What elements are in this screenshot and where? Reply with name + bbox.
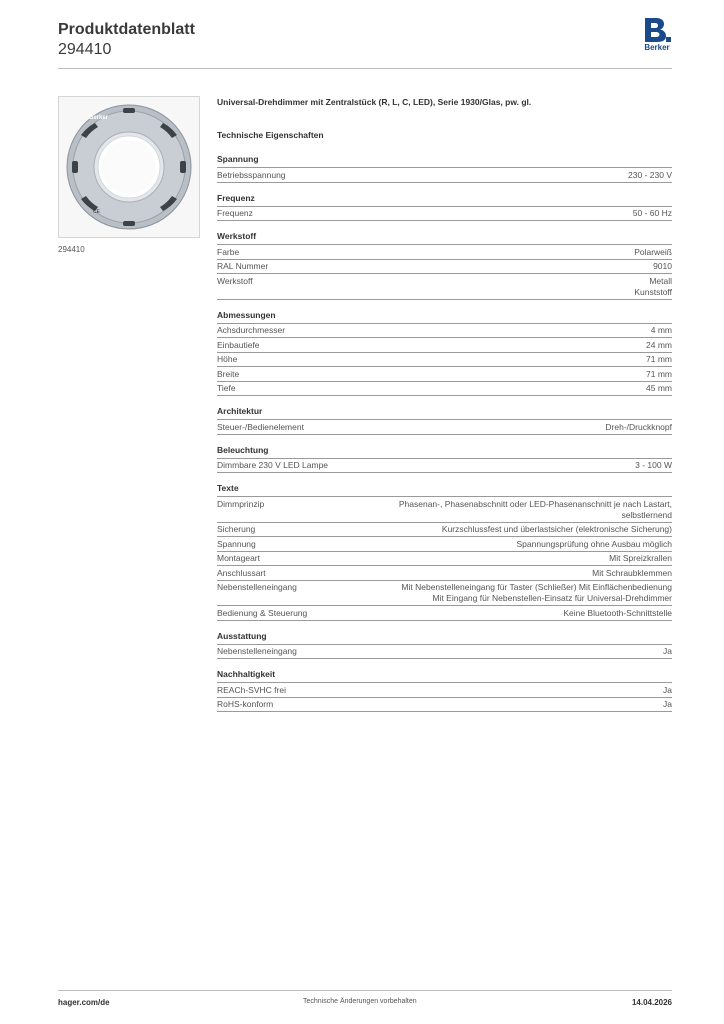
spec-section: [217, 669, 672, 712]
spec-value: [249, 369, 672, 380]
footer-divider: [58, 990, 672, 991]
spec-value: [307, 646, 672, 657]
spec-value: [266, 539, 672, 550]
spec-label: REACh-SVHC frei: [217, 684, 286, 695]
spec-row: [217, 697, 672, 713]
spec-value: [270, 340, 672, 351]
berker-logo-mark: [641, 17, 671, 43]
section-title: Abmessungen: [217, 309, 276, 320]
spec-section: [217, 483, 672, 621]
spec-value-line: Kurzschlussfest und überlastsicher (elektronische Sicherung): [441, 524, 672, 534]
spec-label: Farbe: [217, 246, 240, 257]
spec-value: [276, 568, 672, 579]
spec-value-line: Dreh-/Druckknopf: [605, 421, 672, 432]
logo-text: Berker: [644, 43, 670, 52]
spec-value-line: Mit Nebenstelleneingang für Taster (Schließer) Mit Einflächenbedienung: [401, 582, 672, 592]
dimmer-illustration: [59, 97, 199, 237]
spec-value-line: Keine Bluetooth-Schnittstelle: [563, 607, 672, 618]
spec-value: [317, 608, 672, 619]
section-title: Ausstattung: [217, 630, 267, 641]
spec-value: [263, 276, 672, 298]
spec-row: [217, 496, 672, 522]
section-title: Beleuchtung: [217, 444, 269, 455]
spec-content: [217, 97, 672, 722]
spec-value: [270, 553, 672, 564]
spec-row: [217, 605, 672, 621]
spec-row: [217, 273, 672, 300]
image-brand-label: Berker: [89, 115, 109, 121]
spec-label: Anschlussart: [217, 567, 266, 578]
section-title: Frequenz: [217, 192, 255, 203]
spec-value-line: 9010: [653, 261, 672, 271]
spec-label: Montageart: [217, 553, 260, 563]
spec-row: [217, 536, 672, 551]
spec-label: Nebenstelleneingang: [217, 646, 297, 656]
spec-value: [246, 383, 672, 394]
spec-section: [217, 445, 672, 474]
spec-section: [217, 193, 672, 222]
section-title: Architektur: [217, 406, 263, 416]
spec-row: [217, 522, 672, 537]
spec-row: [217, 644, 672, 660]
spec-label: Spannung: [217, 538, 256, 549]
spec-value: [314, 422, 672, 433]
spec-value-line: Phasenan-, Phasenabschnitt oder LED-Phasenanschnitt je nach Lastart,: [398, 498, 672, 509]
spec-row: [217, 458, 672, 474]
spec-row: [217, 551, 672, 566]
spec-value-line: 71 mm: [646, 354, 672, 364]
spec-value: [295, 325, 672, 336]
spec-row: [217, 580, 672, 606]
spec-row: [217, 244, 672, 259]
spec-row: [217, 419, 672, 435]
spec-value: [249, 247, 672, 258]
spec-value-line: selbstlernend: [621, 509, 672, 520]
spec-row: [217, 259, 672, 274]
section-title: Werkstoff: [217, 231, 257, 241]
spec-row: [217, 337, 672, 352]
spec-section: [217, 631, 672, 660]
spec-label: Achsdurchmesser: [217, 325, 286, 335]
spec-row: [217, 323, 672, 338]
section-title: Nachhaltigkeit: [217, 669, 276, 679]
spec-label: Höhe: [217, 354, 238, 364]
spec-label: Dimmbare 230 V LED Lampe: [217, 460, 329, 470]
spec-section: [217, 231, 672, 300]
spec-label: Steuer-/Bedienelement: [217, 421, 304, 432]
spec-value-line: Mit Spreizkrallen: [609, 553, 672, 563]
spec-row: [217, 381, 672, 397]
spec-label: Werkstoff: [217, 275, 253, 286]
section-title: Texte: [217, 483, 239, 493]
spec-row: [217, 565, 672, 580]
spec-section: [217, 154, 672, 183]
page-header: [58, 20, 195, 60]
spec-value: [265, 524, 672, 535]
spec-label: Tiefe: [217, 383, 236, 393]
spec-label: RoHS-konform: [217, 699, 274, 709]
spec-value: [278, 261, 672, 272]
product-image: [58, 96, 200, 238]
spec-value: [307, 582, 672, 604]
spec-value-line: Spannungsprüfung ohne Ausbau möglich: [516, 538, 672, 549]
spec-label: Bedienung & Steuerung: [217, 607, 308, 618]
spec-value: [274, 499, 672, 521]
spec-row: [217, 206, 672, 222]
product-caption: 294410: [58, 245, 85, 254]
spec-label: Sicherung: [217, 524, 256, 534]
spec-value-line: 24 mm: [646, 339, 672, 350]
spec-row: [217, 352, 672, 367]
spec-value-line: 45 mm: [646, 383, 672, 393]
spec-value: [338, 460, 672, 471]
spec-value: [263, 208, 672, 219]
spec-value-line: 3 - 100 W: [635, 460, 672, 470]
spec-value-line: 230 - 230 V: [628, 169, 672, 180]
image-ce-label: CE: [93, 209, 100, 215]
spec-label: Breite: [217, 368, 240, 379]
berker-logo: [641, 17, 673, 52]
spec-value-line: 50 - 60 Hz: [632, 208, 672, 218]
spec-sections: [217, 154, 672, 712]
spec-value-line: Mit Eingang für Nebenstellen-Einsatz für Universal-Drehdimmer: [432, 593, 672, 603]
spec-label: Frequenz: [217, 208, 253, 218]
spec-label: Betriebsspannung: [217, 169, 286, 180]
footer-disclaimer: Technische Änderungen vorbehalten: [303, 998, 417, 1005]
spec-row: [217, 366, 672, 381]
spec-label: Einbautiefe: [217, 339, 260, 350]
spec-value: [296, 170, 672, 181]
spec-value: [283, 699, 672, 710]
spec-value: [247, 354, 672, 365]
footer-website: hager.com/de: [58, 998, 110, 1007]
spec-section: [217, 310, 672, 397]
spec-value-line: Mit Schraubklemmen: [592, 567, 672, 578]
spec-label: RAL Nummer: [217, 261, 269, 271]
section-title: Spannung: [217, 154, 259, 164]
spec-value-line: Metall: [649, 275, 672, 286]
spec-section: [217, 406, 672, 435]
spec-value-line: Polarweiß: [634, 246, 672, 257]
spec-value-line: Ja: [663, 699, 672, 709]
spec-value: [296, 685, 672, 696]
footer-date: 14.04.2026: [631, 998, 672, 1007]
spec-value-line: Ja: [663, 646, 672, 656]
product-description: Universal-Drehdimmer mit Zentralstück (R, L, C, LED), Serie 1930/Glas, pw. gl.: [217, 97, 532, 107]
page-title: Produktdatenblatt: [58, 21, 195, 38]
spec-value-line: Kunststoff: [634, 286, 672, 297]
spec-row: [217, 167, 672, 183]
tech-properties-title: Technische Eigenschaften: [217, 130, 324, 140]
spec-label: Dimmprinzip: [217, 498, 265, 509]
spec-value-line: Ja: [663, 684, 672, 695]
spec-label: Nebenstelleneingang: [217, 582, 297, 592]
spec-row: [217, 682, 672, 697]
spec-value-line: 71 mm: [646, 368, 672, 379]
spec-value-line: 4 mm: [650, 325, 672, 335]
article-number: 294410: [58, 41, 112, 58]
header-divider: [58, 68, 672, 69]
